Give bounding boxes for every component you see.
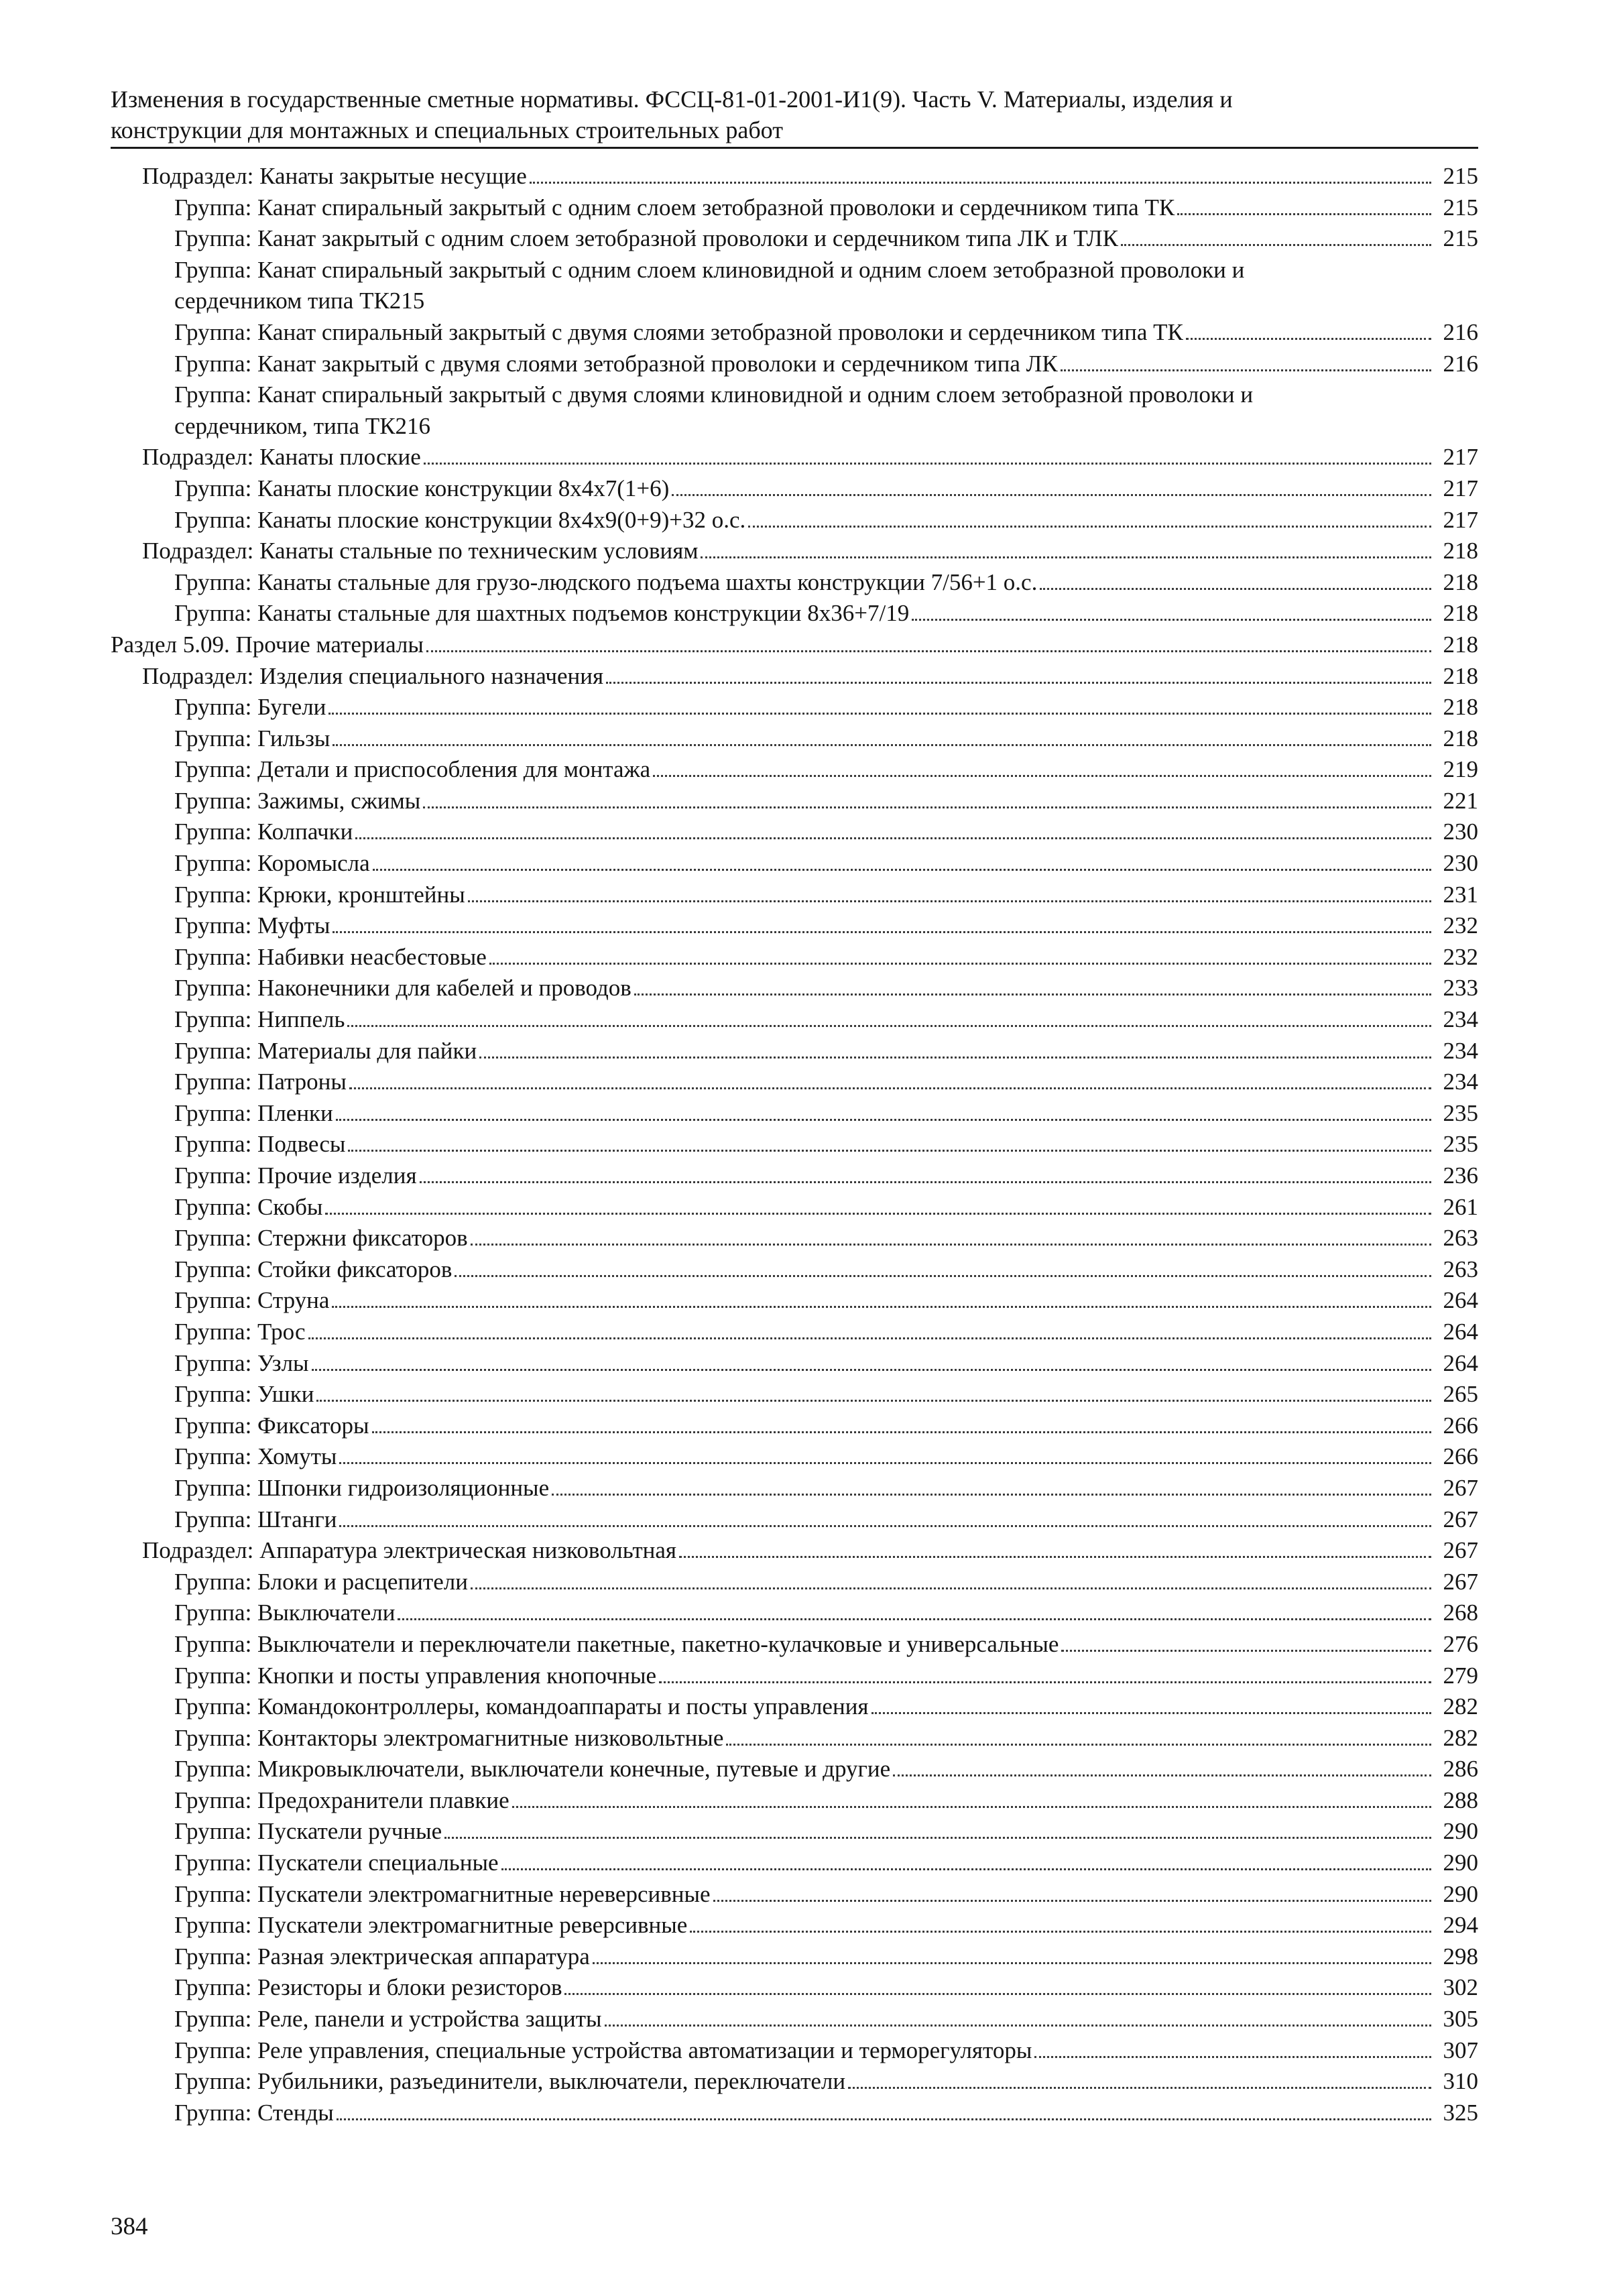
toc-entry-page: 215 — [1443, 163, 1478, 189]
toc-entry-page: 267 — [1443, 1568, 1478, 1595]
toc-entry-title: Группа: Детали и приспособления для монтажа — [174, 756, 651, 783]
toc-entry[interactable] — [111, 192, 1478, 224]
dot-leader — [325, 1213, 1431, 1215]
toc-entry[interactable] — [111, 1379, 1478, 1410]
toc-entry-title: Группа: Патроны — [174, 1069, 347, 1095]
toc-entry-page: 290 — [1443, 1880, 1478, 1907]
toc-entry-title: Группа: Шпонки гидроизоляционные — [174, 1474, 550, 1501]
toc-entry[interactable] — [111, 1410, 1478, 1442]
dot-leader — [479, 1056, 1431, 1059]
toc-entry-title: Подраздел: Канаты плоские — [142, 444, 421, 471]
toc-entry-title: Группа: Струна — [174, 1287, 330, 1314]
toc-entry-page: 218 — [1443, 631, 1478, 658]
toc-entry[interactable] — [111, 754, 1478, 786]
toc-entry-title: Группа: Реле управления, специальные устройства автоматизации и терморегуляторы — [174, 2037, 1032, 2063]
dot-leader — [424, 463, 1431, 465]
toc-entry-page: 288 — [1443, 1787, 1478, 1813]
toc-entry-page: 307 — [1443, 2037, 1478, 2063]
toc-entry[interactable] — [111, 2004, 1478, 2035]
toc-entry[interactable] — [111, 349, 1478, 380]
dot-leader — [355, 837, 1431, 839]
toc-entry-title: Группа: Стержни фиксаторов — [174, 1225, 468, 1252]
toc-entry[interactable] — [111, 1567, 1478, 1598]
toc-entry-page: 218 — [1443, 662, 1478, 689]
toc-entry-title: Группа: Выключатели — [174, 1599, 396, 1626]
toc-entry[interactable] — [111, 473, 1478, 505]
toc-entry-title: Группа: Разная электрическая аппаратура — [174, 1943, 590, 1970]
toc-entry[interactable] — [111, 1348, 1478, 1380]
toc-entry[interactable] — [111, 1597, 1478, 1629]
toc-entry-title: Группа: Ушки — [174, 1381, 314, 1408]
toc-entry[interactable] — [111, 1941, 1478, 1973]
toc-entry[interactable] — [111, 661, 1478, 692]
toc-entry[interactable] — [111, 1816, 1478, 1848]
toc-entry[interactable] — [111, 910, 1478, 942]
dot-leader — [672, 494, 1431, 496]
toc-entry-page: 266 — [1443, 1443, 1478, 1470]
dot-leader — [426, 650, 1431, 652]
toc-entry-page: 325 — [1443, 2099, 1478, 2126]
toc-entry-title: Группа: Контакторы электромагнитные низковольтные — [174, 1724, 724, 1751]
toc-entry-title: Группа: Скобы — [174, 1193, 323, 1220]
toc-entry-title: Группа: Крюки, кронштейны — [174, 881, 465, 908]
dot-leader — [893, 1774, 1431, 1776]
toc-entry-page: 294 — [1443, 1912, 1478, 1939]
toc-entry-page: 302 — [1443, 1974, 1478, 2001]
toc-entry-title: Группа: Трос — [174, 1318, 306, 1345]
toc-entry[interactable] — [111, 1004, 1478, 1036]
toc-entry[interactable] — [111, 1535, 1478, 1567]
header-line-2: конструкции для монтажных и специальных строительных работ — [111, 117, 783, 143]
toc-entry[interactable] — [111, 317, 1478, 349]
toc-entry-title: Группа: Рубильники, разъединители, выключатели, переключатели — [174, 2068, 846, 2095]
toc-entry[interactable] — [111, 629, 1478, 661]
toc-entry-page: 236 — [1443, 1162, 1478, 1189]
dot-leader — [701, 556, 1431, 558]
toc-entry[interactable] — [111, 942, 1478, 973]
toc-entry-title: Группа: Подвесы — [174, 1131, 346, 1158]
toc-entry[interactable] — [111, 2066, 1478, 2098]
toc-entry-page: 221 — [1443, 787, 1478, 814]
toc-entry-title: Группа: Бугели — [174, 694, 326, 721]
dot-leader — [455, 1275, 1431, 1277]
toc-entry-page: 218 — [1443, 568, 1478, 595]
toc-entry[interactable] — [111, 1754, 1478, 1785]
dot-leader — [398, 1618, 1431, 1620]
toc-entry-page: 217 — [1443, 444, 1478, 471]
dot-leader — [420, 1181, 1431, 1183]
toc-entry-title: Группа: Канат закрытый с одним слоем зетобразной проволоки и сердечником типа ЛК и ТЛК — [174, 225, 1118, 252]
toc-entry-title: Группа: Канат спиральный закрытый с двумя слоями клиновидной и одним слоем зетобразной проволоки и — [174, 381, 1254, 408]
dot-leader — [316, 1400, 1431, 1402]
toc-entry[interactable] — [111, 1629, 1478, 1660]
toc-entry-page: 232 — [1443, 912, 1478, 939]
toc-entry-page: 263 — [1443, 1256, 1478, 1282]
dot-leader — [333, 931, 1431, 933]
toc-entry[interactable] — [111, 255, 1478, 317]
toc-entry-page: 267 — [1443, 1506, 1478, 1532]
dot-leader — [339, 1462, 1431, 1464]
toc-entry-page: 217 — [1443, 475, 1478, 501]
dot-leader — [653, 775, 1431, 777]
toc-entry[interactable] — [111, 1129, 1478, 1160]
dot-leader — [690, 1931, 1431, 1933]
toc-entry-page: 215 — [1443, 225, 1478, 252]
toc-entry-page: 264 — [1443, 1349, 1478, 1376]
dot-leader — [471, 1244, 1431, 1246]
table-of-contents — [111, 161, 1478, 2128]
dot-leader — [512, 1806, 1431, 1808]
dot-leader — [1034, 2056, 1431, 2058]
page-number: 384 — [111, 2213, 148, 2240]
dot-leader — [726, 1744, 1431, 1746]
dot-leader — [332, 1306, 1431, 1308]
toc-entry-title: Группа: Муфты — [174, 912, 330, 939]
dot-leader — [336, 1119, 1431, 1121]
dot-leader — [373, 869, 1431, 871]
dot-leader — [471, 1587, 1431, 1589]
toc-entry-page: 282 — [1443, 1724, 1478, 1751]
toc-entry[interactable] — [111, 1723, 1478, 1754]
toc-entry[interactable] — [111, 1098, 1478, 1130]
toc-entry-page: 264 — [1443, 1318, 1478, 1345]
toc-entry-page: 218 — [1443, 538, 1478, 564]
toc-entry-title: Группа: Канаты плоские конструкции 8х4х7(1+6) — [174, 475, 670, 501]
dot-leader — [634, 993, 1431, 995]
dot-leader — [1177, 213, 1431, 215]
toc-entry-title-continued: сердечником, типа ТК — [174, 412, 396, 439]
toc-entry-page: 235 — [1443, 1131, 1478, 1158]
toc-entry-page: 218 — [1443, 725, 1478, 751]
toc-entry-page: 298 — [1443, 1943, 1478, 1970]
toc-entry[interactable] — [111, 598, 1478, 629]
toc-entry-page: 218 — [1443, 694, 1478, 721]
toc-entry[interactable] — [111, 1910, 1478, 1941]
toc-entry[interactable] — [111, 161, 1478, 192]
toc-entry-title: Группа: Пускатели специальные — [174, 1850, 499, 1876]
toc-entry-title: Группа: Канаты плоские конструкции 8х4х9(0+9)+32 о.с. — [174, 506, 746, 533]
toc-entry-page: 217 — [1443, 506, 1478, 533]
dot-leader — [308, 1337, 1432, 1339]
toc-entry-title: Группа: Канат спиральный закрытый с одним слоем зетобразной проволоки и сердечником типа ТК — [174, 194, 1175, 221]
toc-entry-title: Группа: Канат закрытый с двумя слоями зетобразной проволоки и сердечником типа ЛК — [174, 350, 1058, 377]
dot-leader — [593, 1962, 1431, 1964]
toc-entry[interactable] — [111, 723, 1478, 755]
toc-entry-page: 218 — [1443, 600, 1478, 627]
dot-leader — [339, 1525, 1431, 1527]
toc-entry-title: Группа: Командоконтроллеры, командоаппараты и посты управления — [174, 1693, 869, 1720]
toc-entry-page: 233 — [1443, 975, 1478, 1002]
toc-entry-page: 234 — [1443, 1037, 1478, 1064]
dot-leader — [333, 744, 1431, 746]
dot-leader — [552, 1494, 1431, 1496]
toc-entry[interactable] — [111, 817, 1478, 848]
toc-entry-title: Группа: Канат спиральный закрытый с одним слоем клиновидной и одним слоем зетобразной проволоки и — [174, 256, 1245, 283]
toc-entry-page: 215 — [1443, 194, 1478, 221]
toc-entry[interactable] — [111, 786, 1478, 817]
toc-entry-title: Группа: Выключатели и переключатели пакетные, пакетно-кулачковые и универсальные — [174, 1630, 1059, 1657]
toc-entry-title: Группа: Блоки и расцепители — [174, 1568, 468, 1595]
dot-leader — [372, 1431, 1432, 1433]
toc-entry-page: 219 — [1443, 756, 1478, 783]
toc-entry[interactable] — [111, 223, 1478, 255]
document-header — [111, 84, 1478, 149]
toc-entry[interactable] — [111, 1691, 1478, 1723]
toc-entry-page: 216 — [395, 412, 431, 439]
toc-entry[interactable] — [111, 848, 1478, 880]
toc-entry[interactable] — [111, 973, 1478, 1004]
toc-entry-page: 235 — [1443, 1099, 1478, 1126]
toc-entry-title: Группа: Стенды — [174, 2099, 334, 2126]
toc-entry-title: Группа: Колпачки — [174, 819, 353, 845]
toc-entry-title: Раздел 5.09. Прочие материалы — [111, 631, 424, 658]
toc-entry-title: Группа: Кнопки и посты управления кнопочные — [174, 1662, 657, 1689]
dot-leader — [337, 2118, 1431, 2120]
toc-entry-title: Группа: Канаты стальные для грузо-людского подъема шахты конструкции 7/56+1 о.с. — [174, 568, 1038, 595]
dot-leader — [848, 2087, 1431, 2089]
toc-entry[interactable] — [111, 567, 1478, 599]
dot-leader — [748, 526, 1431, 528]
toc-entry-title: Группа: Зажимы, сжимы — [174, 787, 421, 814]
toc-entry-title: Группа: Предохранители плавкие — [174, 1787, 509, 1813]
toc-entry-page: 264 — [1443, 1287, 1478, 1314]
toc-entry-title: Подраздел: Канаты закрытые несущие — [142, 163, 527, 189]
toc-entry-title: Подраздел: Аппаратура электрическая низковольтная — [142, 1537, 676, 1564]
toc-entry-title: Группа: Реле, панели и устройства защиты — [174, 2006, 602, 2033]
dot-leader — [328, 713, 1431, 715]
toc-entry-title: Группа: Пленки — [174, 1099, 333, 1126]
toc-entry-title: Группа: Штанги — [174, 1506, 337, 1532]
toc-entry-title: Группа: Фиксаторы — [174, 1412, 369, 1439]
dot-leader — [871, 1712, 1431, 1714]
toc-entry[interactable] — [111, 1972, 1478, 2004]
toc-entry-page: 268 — [1443, 1599, 1478, 1626]
toc-entry-page: 276 — [1443, 1630, 1478, 1657]
toc-entry-title: Группа: Узлы — [174, 1349, 309, 1376]
toc-entry[interactable] — [111, 692, 1478, 723]
toc-entry-title: Группа: Наконечники для кабелей и проводов — [174, 975, 632, 1002]
toc-entry[interactable] — [111, 2098, 1478, 2129]
toc-entry-title: Группа: Стойки фиксаторов — [174, 1256, 453, 1282]
toc-entry[interactable] — [111, 2035, 1478, 2067]
dot-leader — [1186, 338, 1431, 340]
toc-entry-title: Подраздел: Канаты стальные по техническим условиям — [142, 538, 699, 564]
toc-entry-page: 267 — [1443, 1474, 1478, 1501]
toc-entry[interactable] — [111, 1660, 1478, 1692]
dot-leader — [1040, 588, 1431, 590]
toc-entry-title: Группа: Хомуты — [174, 1443, 337, 1470]
toc-entry-page: 282 — [1443, 1693, 1478, 1720]
dot-leader — [501, 1868, 1431, 1870]
toc-entry-title: Подраздел: Изделия специального назначения — [142, 662, 604, 689]
toc-entry-page: 279 — [1443, 1662, 1478, 1689]
toc-entry[interactable] — [111, 1223, 1478, 1254]
toc-entry[interactable] — [111, 1441, 1478, 1473]
toc-entry[interactable] — [111, 1473, 1478, 1504]
toc-entry-page: 231 — [1443, 881, 1478, 908]
toc-entry-title: Группа: Гильзы — [174, 725, 330, 751]
toc-entry-page: 290 — [1443, 1850, 1478, 1876]
toc-entry-page: 266 — [1443, 1412, 1478, 1439]
toc-entry[interactable] — [111, 1317, 1478, 1348]
toc-entry-page: 263 — [1443, 1225, 1478, 1252]
toc-entry-page: 265 — [1443, 1381, 1478, 1408]
toc-entry[interactable] — [111, 379, 1478, 442]
toc-entry-page: 261 — [1443, 1193, 1478, 1220]
toc-entry-page: 230 — [1443, 850, 1478, 877]
dot-leader — [348, 1150, 1431, 1152]
dot-leader — [564, 1993, 1431, 1995]
toc-entry-title: Группа: Ниппель — [174, 1006, 345, 1033]
dot-leader — [312, 1369, 1431, 1371]
toc-entry[interactable] — [111, 1879, 1478, 1911]
toc-entry-title: Группа: Микровыключатели, выключатели конечные, путевые и другие — [174, 1756, 891, 1783]
dot-leader — [912, 619, 1431, 621]
toc-entry[interactable] — [111, 1285, 1478, 1317]
dot-leader — [605, 2025, 1431, 2027]
toc-entry[interactable] — [111, 442, 1478, 473]
toc-entry-title: Группа: Канат спиральный закрытый с двумя слоями зетобразной проволоки и сердечником типа ТК — [174, 318, 1183, 345]
header-line-1: Изменения в государственные сметные нормативы. ФССЦ-81-01-2001-И1(9). Часть V. Материалы, изделия и — [111, 86, 1233, 113]
toc-entry-title-continued: сердечником типа ТК — [174, 288, 389, 314]
toc-entry-page: 215 — [389, 288, 425, 314]
toc-entry[interactable] — [111, 536, 1478, 567]
dot-leader — [347, 1025, 1431, 1027]
toc-entry[interactable] — [111, 1192, 1478, 1223]
dot-leader — [1061, 1650, 1431, 1652]
dot-leader — [530, 182, 1431, 184]
dot-leader — [1061, 369, 1431, 371]
toc-entry-page: 216 — [1443, 350, 1478, 377]
toc-entry-page: 216 — [1443, 318, 1478, 345]
toc-entry-page: 234 — [1443, 1006, 1478, 1033]
toc-entry[interactable] — [111, 1160, 1478, 1192]
toc-entry-page: 310 — [1443, 2068, 1478, 2095]
toc-entry-page: 232 — [1443, 943, 1478, 970]
toc-entry-title: Группа: Материалы для пайки — [174, 1037, 477, 1064]
toc-entry-title: Группа: Пускатели электромагнитные реверсивные — [174, 1912, 688, 1939]
toc-entry-title: Группа: Прочие изделия — [174, 1162, 417, 1189]
toc-entry-title: Группа: Резисторы и блоки резисторов — [174, 1974, 562, 2001]
toc-entry[interactable] — [111, 1848, 1478, 1879]
dot-leader — [713, 1900, 1431, 1902]
toc-entry-title: Группа: Канаты стальные для шахтных подъемов конструкции 8х36+7/19 — [174, 600, 910, 627]
toc-entry-title: Группа: Пускатели электромагнитные нереверсивные — [174, 1880, 711, 1907]
toc-entry[interactable] — [111, 1036, 1478, 1067]
toc-entry[interactable] — [111, 880, 1478, 911]
toc-entry[interactable] — [111, 505, 1478, 536]
dot-leader — [679, 1556, 1431, 1558]
dot-leader — [659, 1681, 1431, 1683]
toc-entry-title: Группа: Пускатели ручные — [174, 1818, 442, 1845]
toc-entry-title: Группа: Набивки неасбестовые — [174, 943, 487, 970]
toc-entry-page: 305 — [1443, 2006, 1478, 2033]
toc-entry-page: 290 — [1443, 1818, 1478, 1845]
toc-entry-page: 230 — [1443, 819, 1478, 845]
dot-leader — [468, 900, 1431, 902]
dot-leader — [606, 682, 1431, 684]
dot-leader — [489, 963, 1431, 965]
toc-entry[interactable] — [111, 1785, 1478, 1817]
dot-leader — [444, 1837, 1431, 1839]
toc-entry-page: 234 — [1443, 1069, 1478, 1095]
toc-entry-title: Группа: Коромысла — [174, 850, 370, 877]
toc-entry-page: 267 — [1443, 1537, 1478, 1564]
toc-entry[interactable] — [111, 1067, 1478, 1098]
toc-entry-page: 286 — [1443, 1756, 1478, 1783]
toc-entry[interactable] — [111, 1254, 1478, 1286]
dot-leader — [1121, 244, 1431, 246]
dot-leader — [423, 806, 1431, 808]
dot-leader — [349, 1087, 1431, 1089]
toc-entry[interactable] — [111, 1504, 1478, 1536]
